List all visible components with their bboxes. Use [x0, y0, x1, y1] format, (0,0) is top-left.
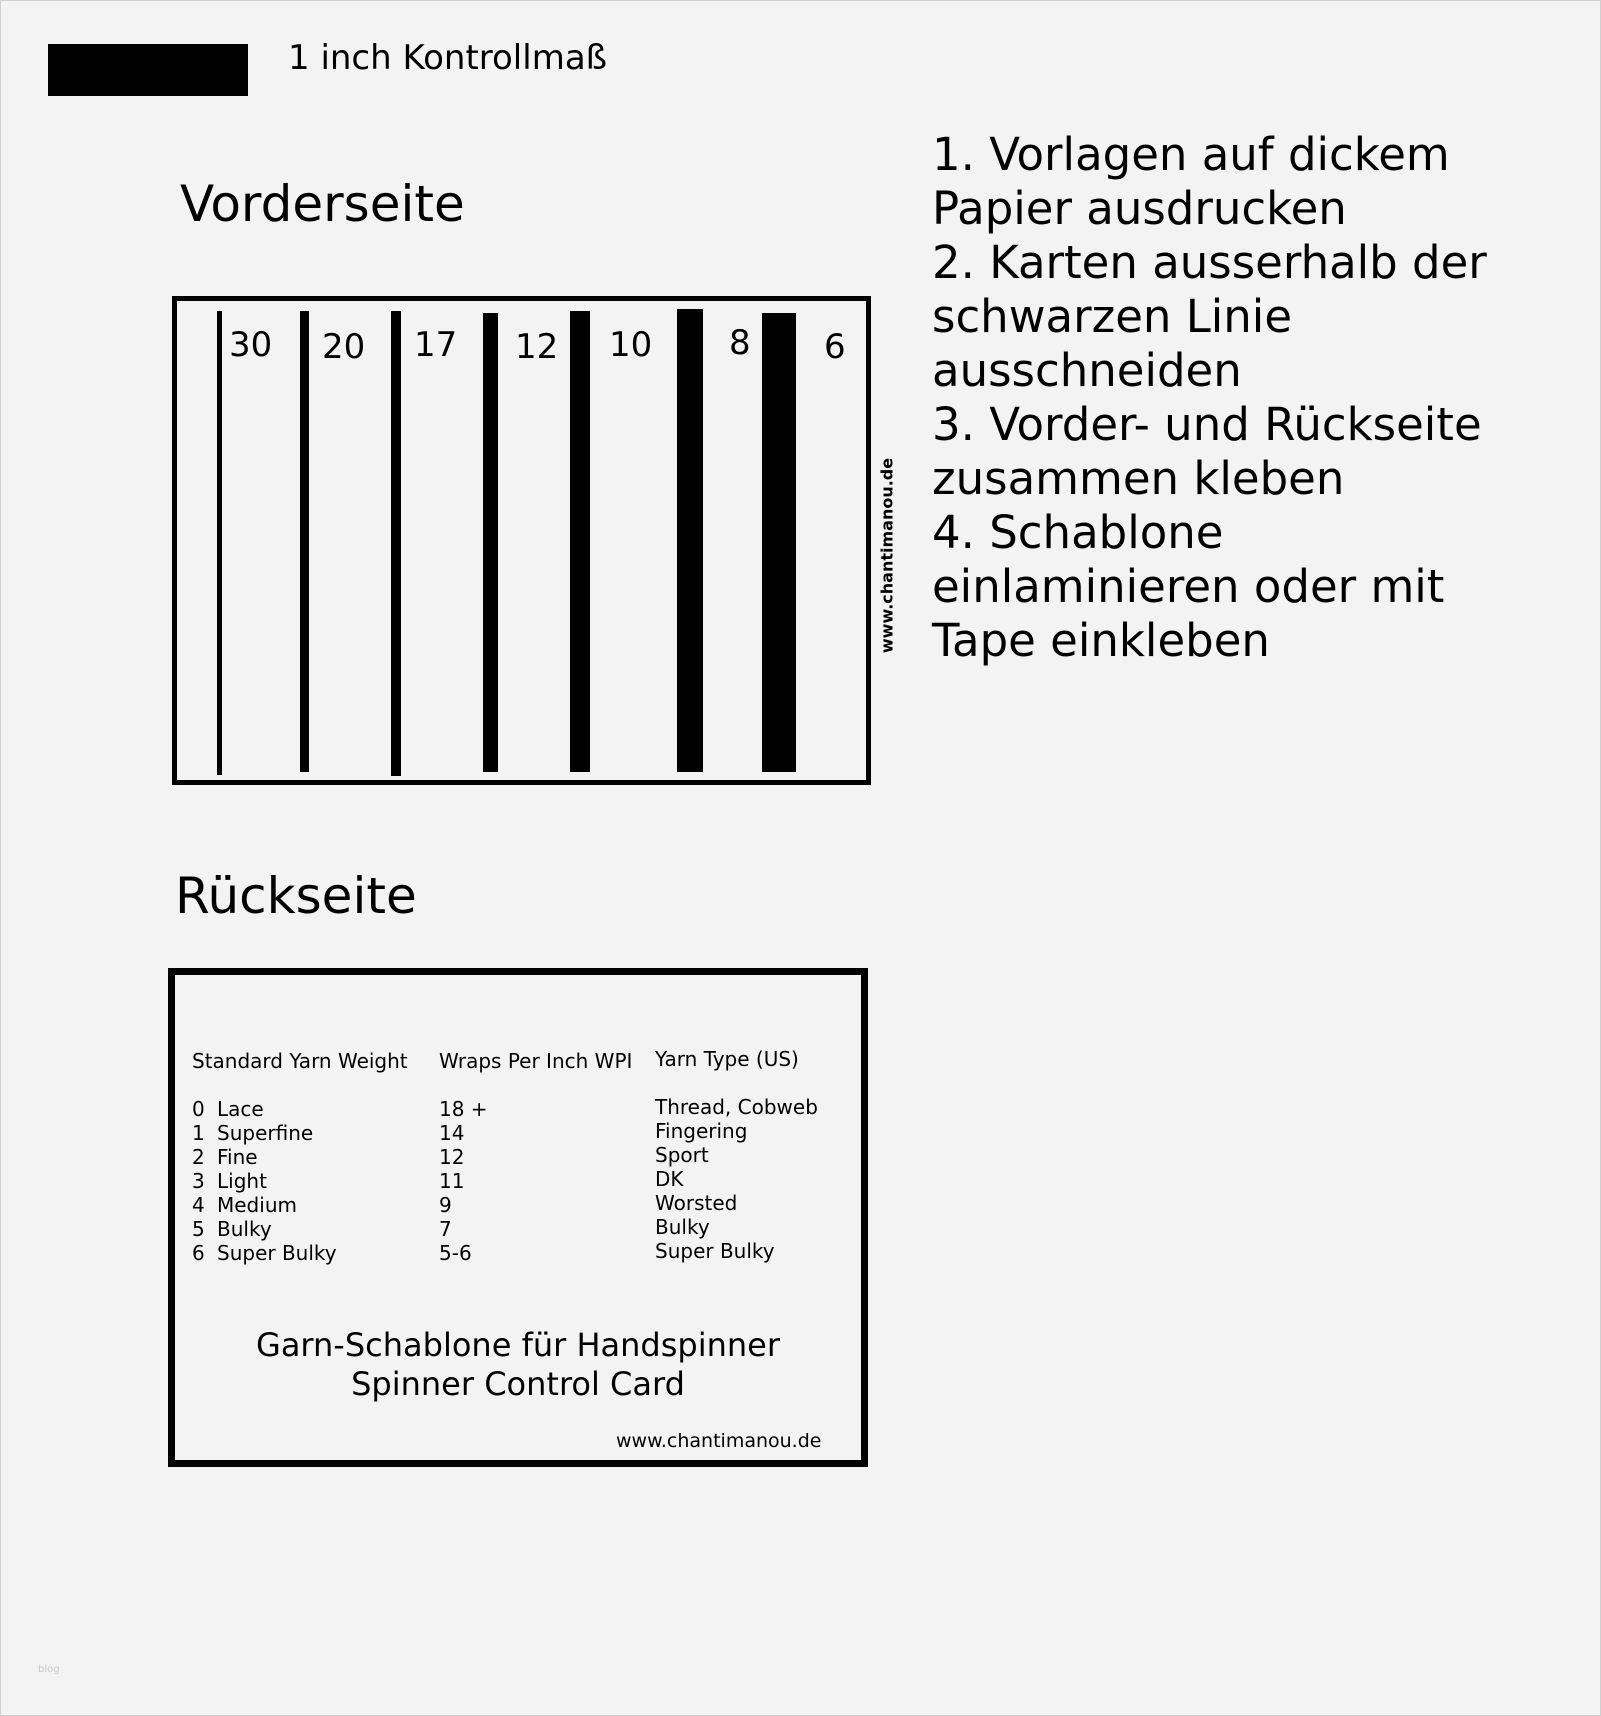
gauge-label-20: 20: [322, 327, 366, 367]
wpi-column: [439, 1097, 488, 1265]
back-card: [168, 968, 868, 1467]
front-title: Vorderseite: [180, 175, 465, 233]
weight-name: Light: [217, 1169, 267, 1193]
wpi-value: 12: [439, 1145, 465, 1169]
gauge-label-10: 10: [609, 325, 653, 365]
weight-number: 5: [192, 1217, 205, 1241]
front-card-url: www.chantimanou.de: [877, 457, 897, 654]
table-row: [192, 1097, 337, 1121]
gauge-label-8: 8: [729, 323, 751, 363]
wpi-value: 14: [439, 1121, 465, 1145]
header-wpi: Wraps Per Inch WPI: [439, 1049, 633, 1073]
weight-name: Lace: [217, 1097, 264, 1121]
instruction-line: zusammen kleben: [932, 452, 1345, 505]
instruction-line: Papier ausdrucken: [932, 182, 1347, 235]
gauge-bar-6: [762, 313, 796, 772]
instructions-list: [932, 128, 1582, 668]
weight-name: Superfine: [217, 1121, 314, 1145]
table-row: [192, 1145, 337, 1169]
gauge-label-6: 6: [824, 327, 846, 367]
weight-name: Super Bulky: [217, 1241, 337, 1265]
yarn-type-value: Bulky: [655, 1215, 710, 1239]
wpi-value: 18 +: [439, 1097, 488, 1121]
yarn-weight-column: [192, 1097, 337, 1265]
instruction-line: ausschneiden: [932, 344, 1242, 397]
inch-scale-bar: [48, 44, 248, 96]
weight-number: 3: [192, 1169, 205, 1193]
card-title-german: Garn-Schablone für Handspinner: [256, 1326, 780, 1364]
scale-label: 1 inch Kontrollmaß: [288, 38, 608, 78]
weight-name: Bulky: [217, 1217, 272, 1241]
weight-number: 0: [192, 1097, 205, 1121]
yarn-type-value: Sport: [655, 1143, 709, 1167]
header-yarn-weight: Standard Yarn Weight: [192, 1049, 408, 1073]
weight-name: Medium: [217, 1193, 297, 1217]
gauge-label-17: 17: [414, 325, 458, 365]
yarn-type-value: Super Bulky: [655, 1239, 775, 1263]
front-card: [172, 296, 897, 785]
gauge-bar-8: [677, 309, 703, 772]
instruction-line: Tape einkleben: [932, 614, 1270, 667]
table-row: [192, 1241, 337, 1265]
yarn-type-value: DK: [655, 1167, 684, 1191]
instruction-line: einlaminieren oder mit: [932, 560, 1445, 613]
yarn-type-column: [655, 1095, 818, 1263]
instruction-line: 1. Vorlagen auf dickem: [932, 128, 1450, 181]
gauge-bar-12: [483, 313, 498, 772]
gauge-label-12: 12: [515, 327, 559, 367]
yarn-type-value: Thread, Cobweb: [655, 1095, 818, 1119]
back-title: Rückseite: [175, 867, 417, 925]
table-row: [192, 1121, 337, 1145]
gauge-bar-30: [217, 311, 222, 775]
wpi-value: 9: [439, 1193, 452, 1217]
weight-name: Fine: [217, 1145, 258, 1169]
table-row: [192, 1169, 337, 1193]
instruction-line: 3. Vorder- und Rückseite: [932, 398, 1482, 451]
wpi-value: 11: [439, 1169, 465, 1193]
instruction-line: 2. Karten ausserhalb der: [932, 236, 1487, 289]
instruction-line: schwarzen Linie: [932, 290, 1292, 343]
table-row: [192, 1193, 337, 1217]
weight-number: 6: [192, 1241, 205, 1265]
weight-number: 2: [192, 1145, 205, 1169]
wpi-value: 7: [439, 1217, 452, 1241]
gauge-bar-20: [300, 311, 309, 772]
gauge-bar-10: [570, 311, 590, 772]
yarn-type-value: Fingering: [655, 1119, 748, 1143]
gauge-bar-17: [391, 311, 401, 776]
card-title-english: Spinner Control Card: [351, 1365, 685, 1403]
header-yarn-type: Yarn Type (US): [655, 1047, 799, 1071]
wpi-value: 5-6: [439, 1241, 472, 1265]
weight-number: 1: [192, 1121, 205, 1145]
gauge-label-30: 30: [229, 325, 273, 365]
instruction-line: 4. Schablone: [932, 506, 1224, 559]
yarn-type-value: Worsted: [655, 1191, 738, 1215]
weight-number: 4: [192, 1193, 205, 1217]
watermark: blog: [38, 1664, 60, 1675]
back-card-url: www.chantimanou.de: [616, 1430, 822, 1452]
table-row: [192, 1217, 337, 1241]
